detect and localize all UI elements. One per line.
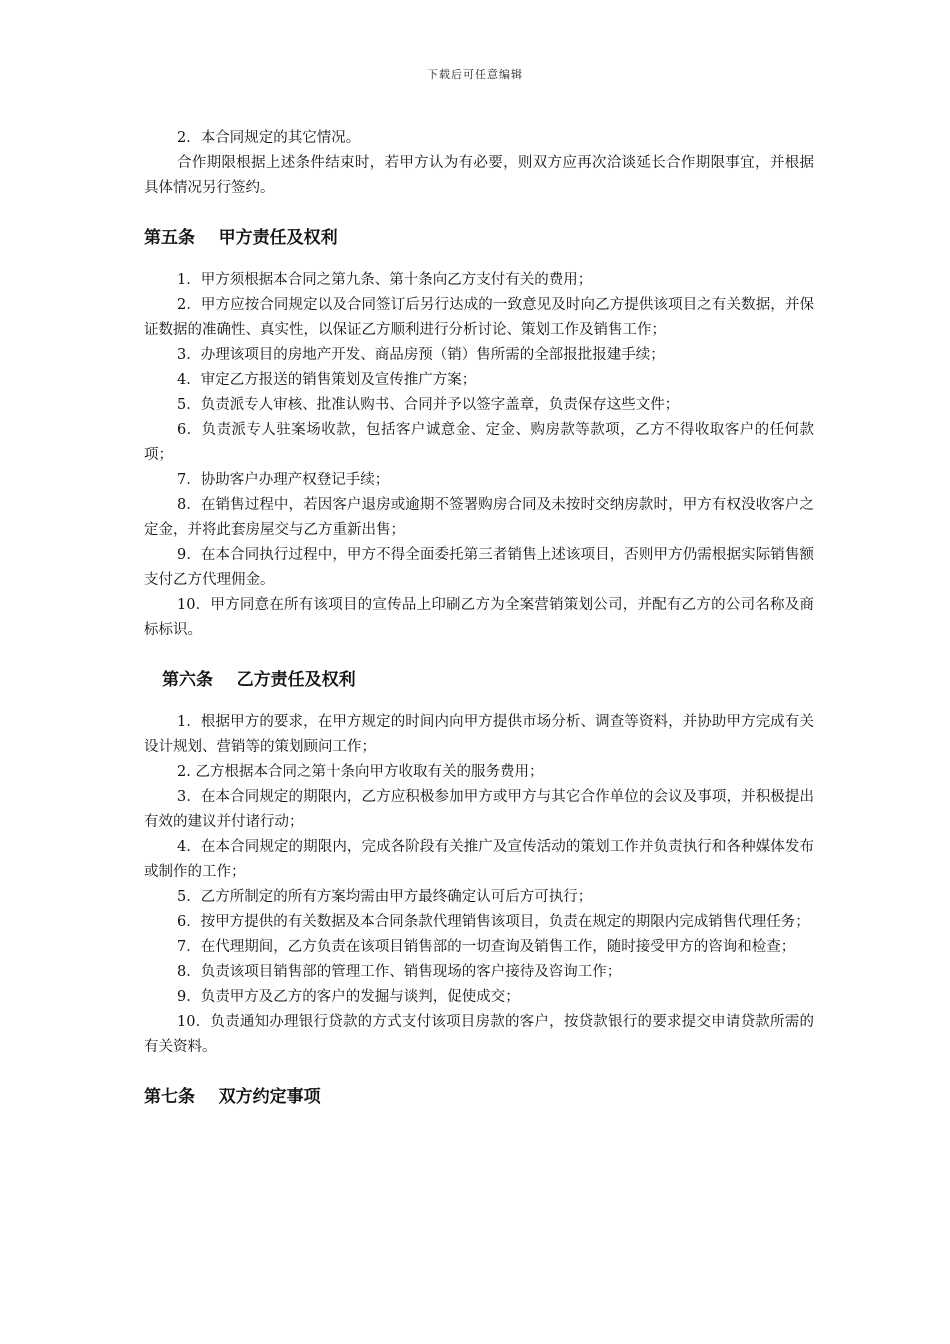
section-5-item: 6．负责派专人驻案场收款，包括客户诚意金、定金、购房款等款项，乙方不得收取客户的任何款项； bbox=[144, 422, 814, 463]
section-5-item: 9．在本合同执行过程中，甲方不得全面委托第三者销售上述该项目，否则甲方仍需根据实际销售额支付乙方代理佣金。 bbox=[144, 547, 814, 588]
section-5-item: 2．甲方应按合同规定以及合同签订后另行达成的一致意见及时向乙方提供该项目之有关数据，并保证数据的准确性、真实性，以保证乙方顺利进行分析讨论、策划工作及销售工作； bbox=[144, 297, 814, 338]
page-header-note: 下载后可任意编辑 bbox=[427, 68, 523, 81]
section-6-item: 5．乙方所制定的所有方案均需由甲方最终确定认可后方可执行； bbox=[177, 889, 593, 905]
intro-paragraph: 2．本合同规定的其它情况。 bbox=[177, 130, 361, 146]
section-6-item: 10．负责通知办理银行贷款的方式支付该项目房款的客户，按贷款银行的要求提交申请贷款所需的有关资料。 bbox=[144, 1014, 814, 1055]
document-body bbox=[144, 126, 814, 1107]
section-5-item: 5．负责派专人审核、批准认购书、合同并予以签字盖章，负责保存这些文件； bbox=[177, 397, 680, 413]
section-6-item: 9．负责甲方及乙方的客户的发掘与谈判，促使成交； bbox=[177, 989, 520, 1005]
section-6-title: 第六条 乙方责任及权利 bbox=[162, 670, 356, 690]
section-7-title: 第七条 双方约定事项 bbox=[144, 1087, 321, 1107]
section-6-item: 4．在本合同规定的期限内，完成各阶段有关推广及宣传活动的策划工作并负责执行和各种媒体发布或制作的工作； bbox=[144, 839, 814, 880]
section-5-item: 4．审定乙方报送的销售策划及宣传推广方案； bbox=[177, 372, 477, 388]
section-5-item: 7．协助客户办理产权登记手续； bbox=[177, 472, 390, 488]
section-6-item: 3．在本合同规定的期限内，乙方应积极参加甲方或甲方与其它合作单位的会议及事项，并积极提出有效的建议并付诸行动； bbox=[144, 789, 814, 830]
section-5-item: 1．甲方须根据本合同之第九条、第十条向乙方支付有关的费用； bbox=[177, 272, 593, 288]
section-6-item: 6．按甲方提供的有关数据及本合同条款代理销售该项目，负责在规定的期限内完成销售代理任务； bbox=[177, 914, 810, 930]
intro-paragraph: 合作期限根据上述条件结束时，若甲方认为有必要，则双方应再次洽谈延长合作期限事宜，并根据具体情况另行签约。 bbox=[144, 155, 814, 196]
section-5-title: 第五条 甲方责任及权利 bbox=[144, 228, 338, 248]
section-5-item: 10．甲方同意在所有该项目的宣传品上印刷乙方为全案营销策划公司，并配有乙方的公司名称及商标标识。 bbox=[144, 597, 814, 638]
section-5-item: 3．办理该项目的房地产开发、商品房预（销）售所需的全部报批报建手续； bbox=[177, 347, 665, 363]
section-5-item: 8．在销售过程中，若因客户退房或逾期不签署购房合同及未按时交纳房款时，甲方有权没收客户之定金，并将此套房屋交与乙方重新出售； bbox=[144, 497, 814, 538]
section-6-item: 1．根据甲方的要求，在甲方规定的时间内向甲方提供市场分析、调查等资料，并协助甲方完成有关设计规划、营销等的策划顾问工作； bbox=[144, 714, 814, 755]
section-6-item: 7．在代理期间，乙方负责在该项目销售部的一切查询及销售工作，随时接受甲方的咨询和检查； bbox=[177, 939, 796, 955]
section-6-item: 2. 乙方根据本合同之第十条向甲方收取有关的服务费用； bbox=[177, 764, 544, 780]
section-6-item: 8．负责该项目销售部的管理工作、销售现场的客户接待及咨询工作； bbox=[177, 964, 622, 980]
